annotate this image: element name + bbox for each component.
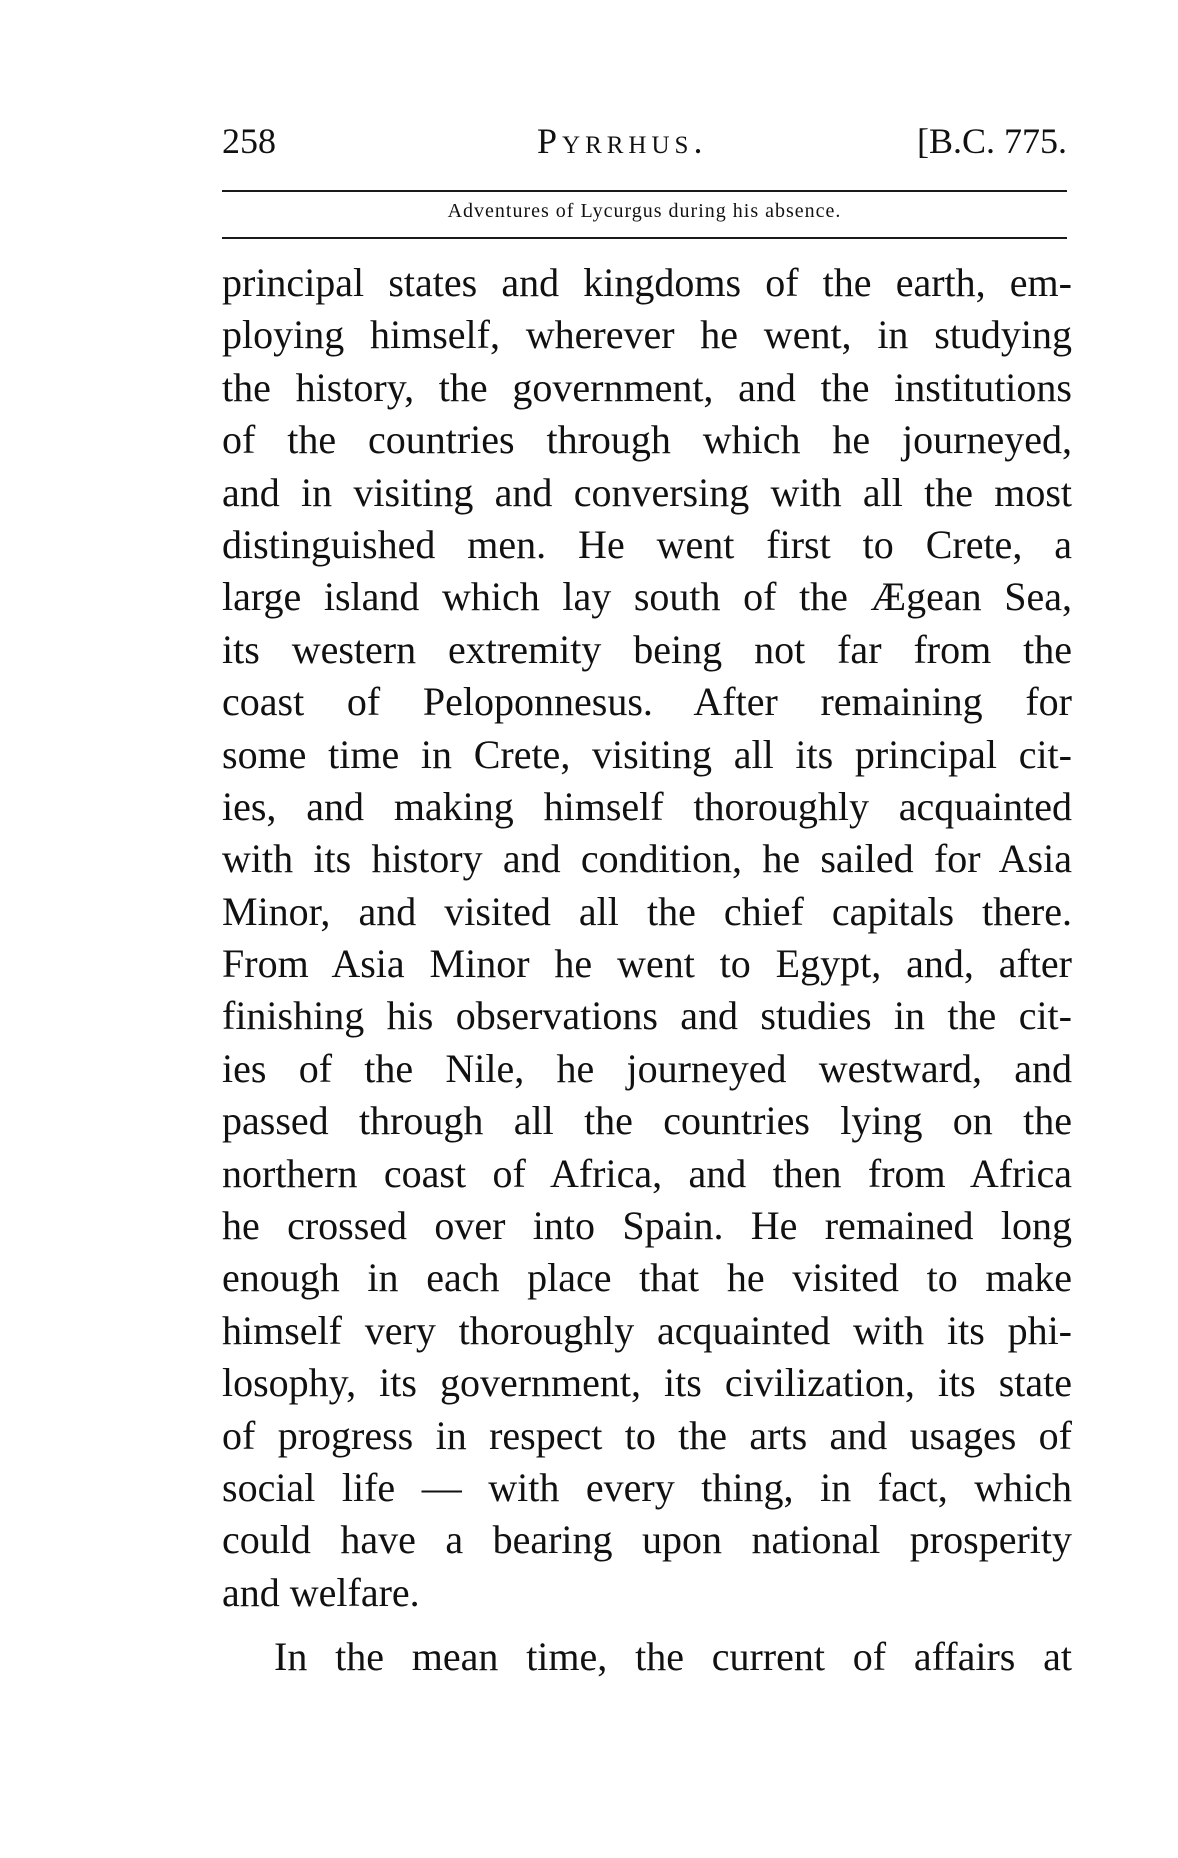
text-line: enough in each place that he visited to make (222, 1255, 1072, 1301)
header-rule-top (222, 190, 1067, 192)
text-line: and welfare. (222, 1569, 420, 1615)
text-line: passed through all the countries lying on the (222, 1098, 1072, 1144)
body-text (222, 257, 1072, 1684)
paragraph (222, 1631, 1072, 1683)
text-line: social life — with every thing, in fact, which (222, 1464, 1072, 1510)
text-line: finishing his observations and studies in the cit- (222, 993, 1072, 1039)
text-line: ies, and making himself thoroughly acquainted (222, 783, 1072, 829)
text-line: distinguished men. He went first to Crete, a (222, 521, 1072, 567)
text-line: could have a bearing upon national prosperity (222, 1517, 1072, 1563)
text-line: large island which lay south of the Ægean Sea, (222, 574, 1072, 620)
text-line: he crossed over into Spain. He remained long (222, 1203, 1072, 1249)
text-line: losophy, its government, its civilization, its state (222, 1360, 1072, 1406)
text-line: Minor, and visited all the chief capitals there. (222, 888, 1072, 934)
page-number: 258 (222, 121, 276, 161)
text-line: ies of the Nile, he journeyed westward, and (222, 1045, 1072, 1091)
text-line: its western extremity being not far from the (222, 626, 1072, 672)
running-header (222, 120, 1067, 168)
text-line: principal states and kingdoms of the earth, em- (222, 260, 1072, 305)
era-date: [B.C. 775. (916, 121, 1067, 161)
text-line: the history, the government, and the institutions (222, 364, 1072, 410)
text-line: some time in Crete, visiting all its principal cit- (222, 731, 1072, 777)
text-line: coast of Peloponnesus. After remaining for (222, 679, 1072, 725)
section-subtitle: Adventures of Lycurgus during his absence. (447, 200, 842, 222)
text-line: In the mean time, the current of affairs at (274, 1634, 1072, 1680)
paragraph-gap (222, 1619, 1072, 1631)
text-line: ploying himself, wherever he went, in studying (222, 312, 1072, 358)
text-line: From Asia Minor he went to Egypt, and, after (222, 941, 1072, 987)
text-line: northern coast of Africa, and then from Africa (222, 1150, 1072, 1196)
text-line: of progress in respect to the arts and usages of (222, 1412, 1072, 1458)
text-line: himself very thoroughly acquainted with its phi- (222, 1307, 1072, 1353)
paragraph (222, 257, 1072, 1619)
running-title: Pyrrhus. (537, 121, 708, 161)
header-rule-bottom (222, 237, 1067, 239)
text-line: and in visiting and conversing with all the most (222, 469, 1072, 515)
text-line: of the countries through which he journeyed, (222, 417, 1072, 463)
text-line: with its history and condition, he sailed for Asia (222, 836, 1072, 882)
